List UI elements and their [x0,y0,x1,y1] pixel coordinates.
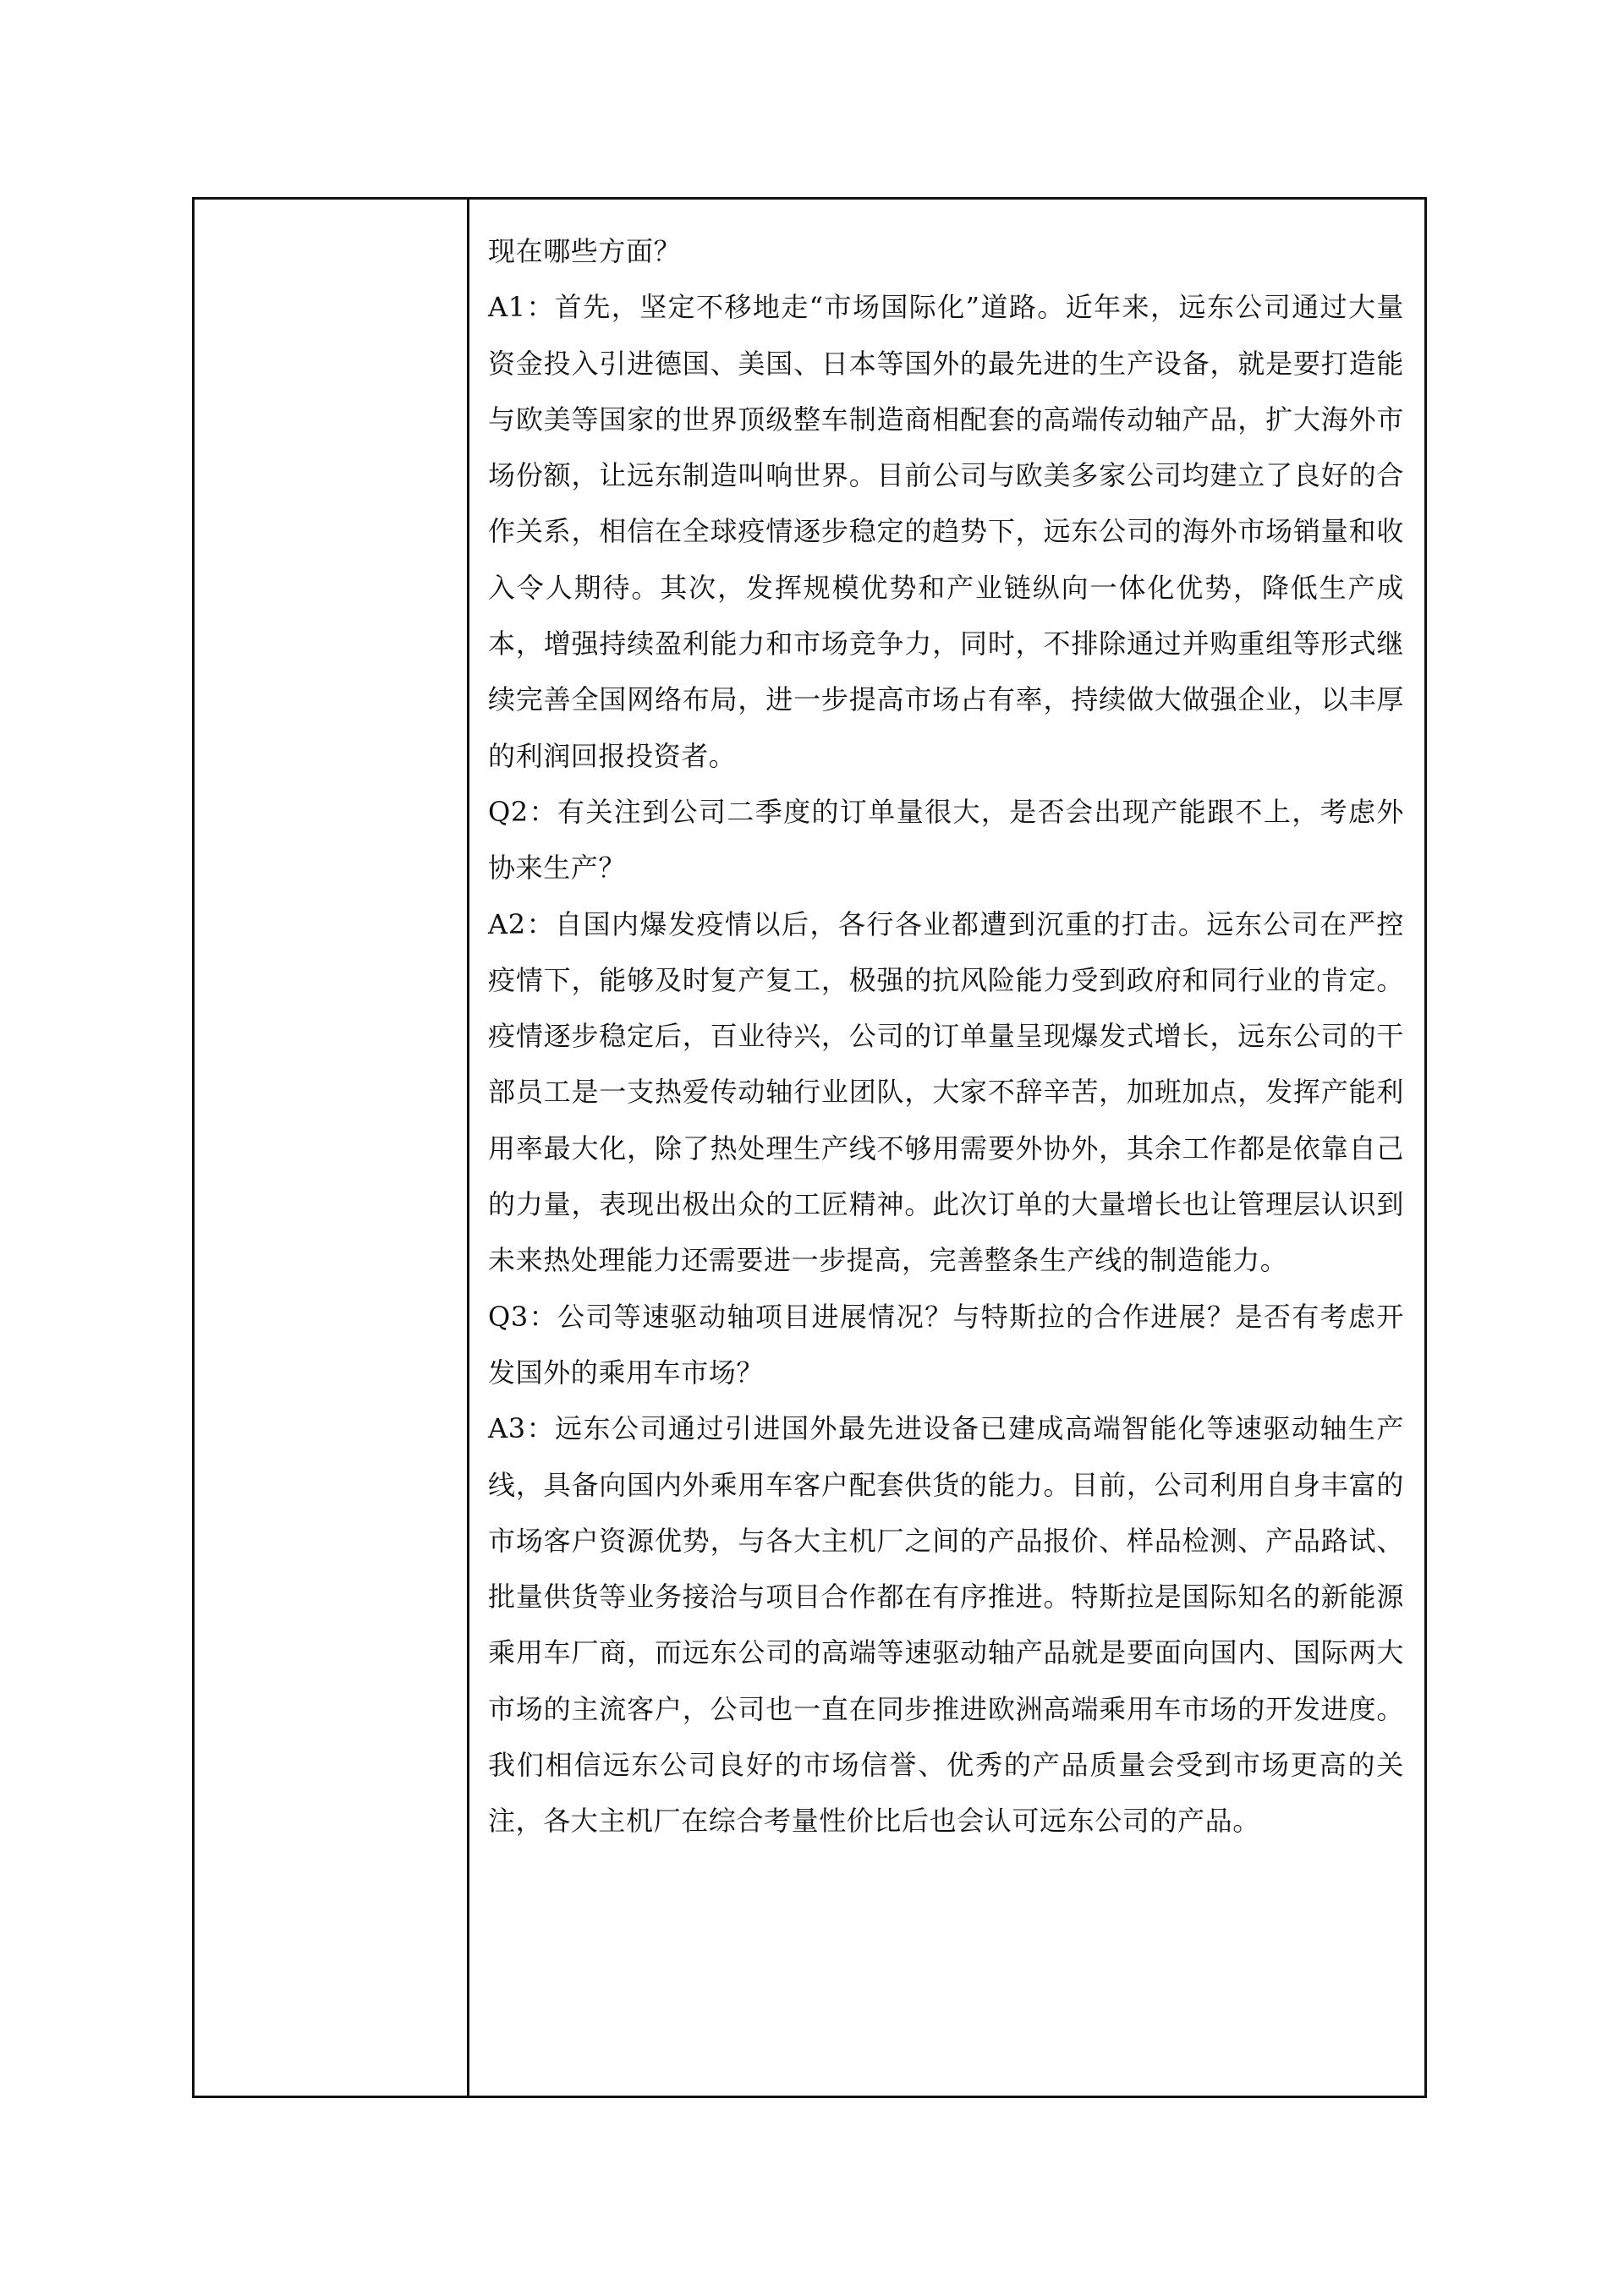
question-q2: Q2：有关注到公司二季度的订单量很大，是否会出现产能跟不上，考虑外协来生产？ [488,795,1404,885]
table-content-cell [469,200,1424,2096]
question-continuation: 现在哪些方面？ [488,235,682,267]
answer-a3: A3：远东公司通过引进国外最先进设备已建成高端智能化等速驱动轴生产线，具备向国内外乘用车客户配套供货的能力。目前，公司利用自身丰富的市场客户资源优势，与各大主机厂之间的产品报价、样品检测、产品路试、批量供货等业务接洽与项目合作都在有序推进。特斯拉是国际知名的新能源乘用车厂商，而远东公司的高端等速驱动轴产品就是要面向国内、国际两大市场的主流客户，公司也一直在同步推进欧洲高端乘用车市场的开发进度。我们相信远东公司良好的市场信誉、优秀的产品质量会受到市场更高的关注，各大主机厂在综合考量性价比后也会认可远东公司的产品。 [488,1412,1404,1838]
qa-table [192,197,1427,2098]
table-label-cell [195,200,469,2096]
answer-a1: A1：首先，坚定不移地走“市场国际化”道路。近年来，远东公司通过大量资金投入引进德国、美国、日本等国外的最先进的生产设备，就是要打造能与欧美等国家的世界顶级整车制造商相配套的高端传动轴产品，扩大海外市场份额，让远东制造叫响世界。目前公司与欧美多家公司均建立了良好的合作关系，相信在全球疫情逐步稳定的趋势下，远东公司的海外市场销量和收入令人期待。其次，发挥规模优势和产业链纵向一体化优势，降低生产成本，增强持续盈利能力和市场竞争力，同时，不排除通过并购重组等形式继续完善全国网络布局，进一步提高市场占有率，持续做大做强企业，以丰厚的利润回报投资者。 [488,291,1404,772]
question-q3: Q3：公司等速驱动轴项目进展情况？与特斯拉的合作进展？是否有考虑开发国外的乘用车市场？ [488,1300,1404,1389]
answer-a2: A2：自国内爆发疫情以后，各行各业都遭到沉重的打击。远东公司在严控疫情下，能够及时复产复工，极强的抗风险能力受到政府和同行业的肯定。疫情逐步稳定后，百业待兴，公司的订单量呈现爆发式增长，远东公司的干部员工是一支热爱传动轴行业团队，大家不辞辛苦，加班加点，发挥产能利用率最大化，除了热处理生产线不够用需要外协外，其余工作都是依靠自己的力量，表现出极出众的工匠精神。此次订单的大量增长也让管理层认识到未来热处理能力还需要进一步提高，完善整条生产线的制造能力。 [488,907,1404,1277]
